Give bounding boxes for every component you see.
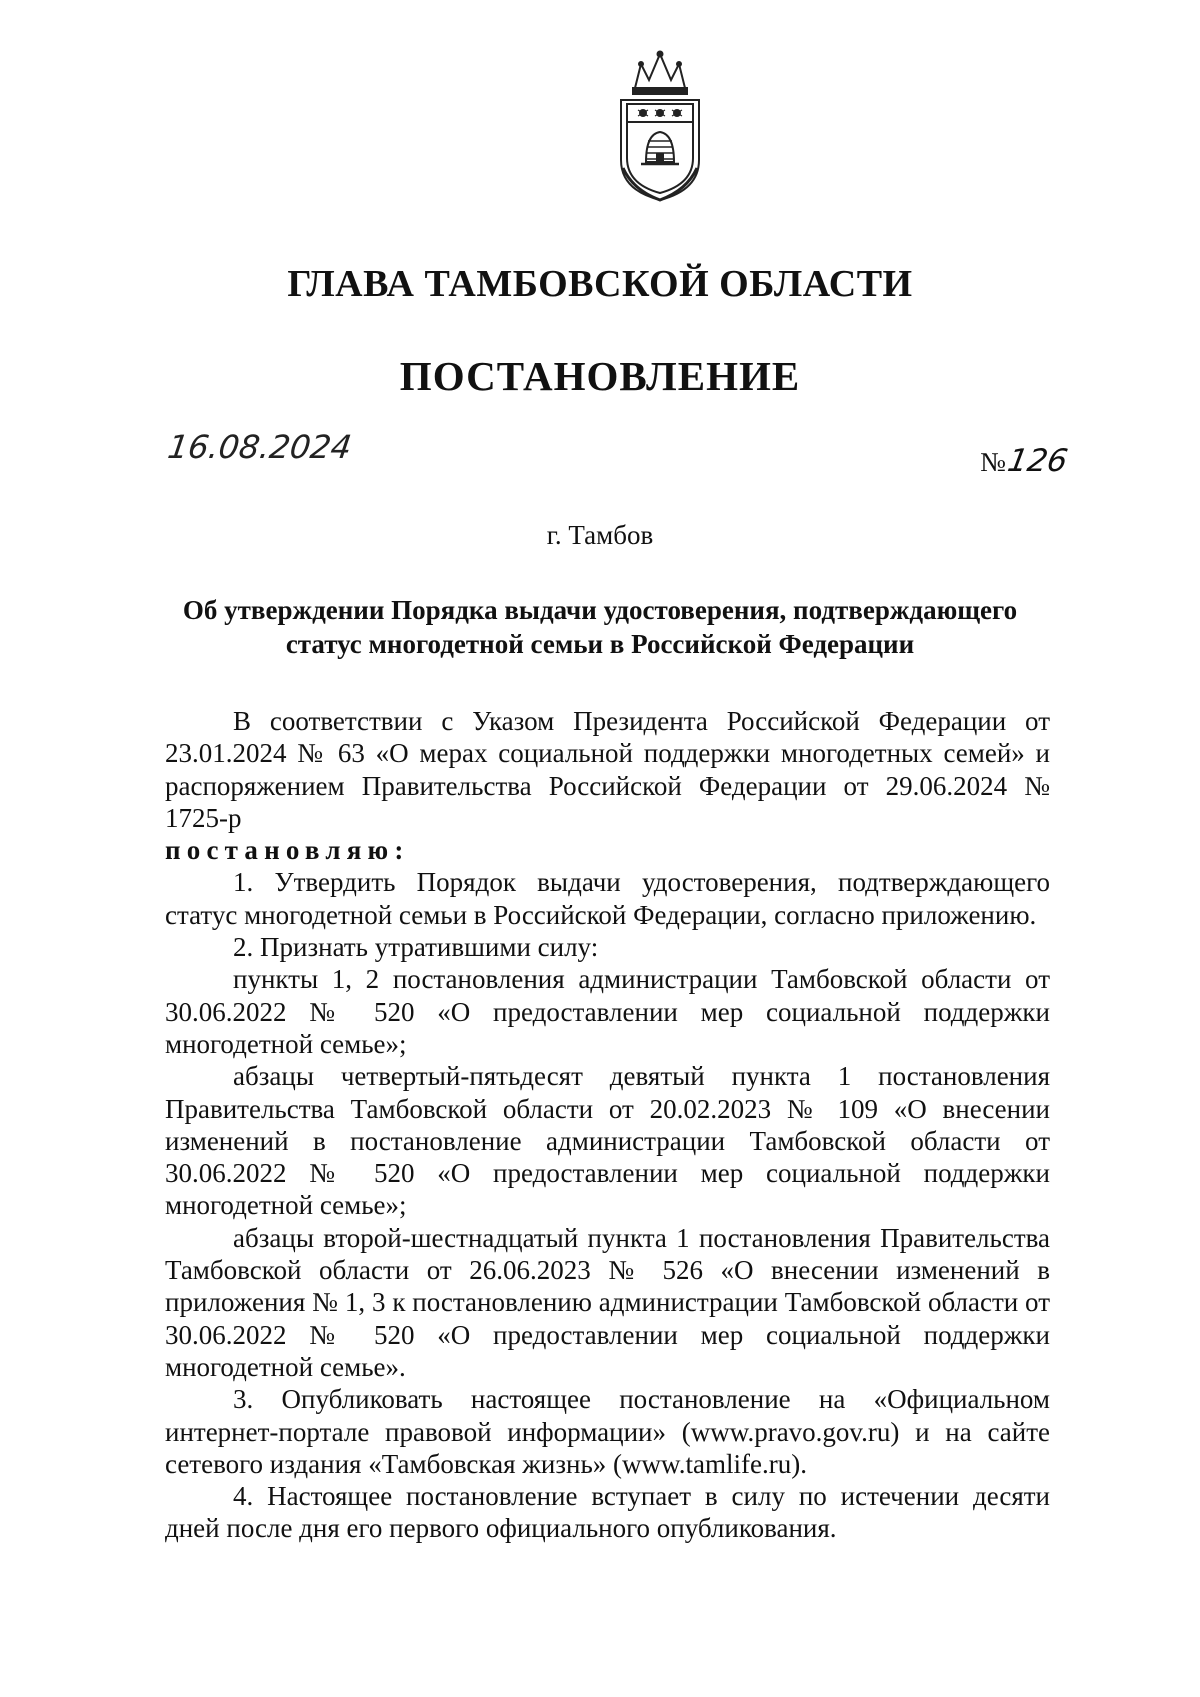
document-title: Об утверждении Порядка выдачи удостоверения, подтверждающего статус многодетной семьи в Российской Федерации — [182, 595, 1018, 659]
item-3-paragraph: 3. Опубликовать настоящее постановление на «Официальном интернет-портале правовой информации» (www.pravo.gov.ru) и на сайте сетевого издания «Тамбовская жизнь» (www.tamlife.ru). — [165, 1384, 1050, 1479]
item-2b-paragraph: абзацы четвертый-пятьдесят девятый пункта 1 постановления Правительства Тамбовской области от 20.02.2023 № 109 «О внесении изменений в постановление администрации Тамбовской области от 30.06.2022 № 520 «О предоставлении мер социальной поддержки многодетной семье»; — [165, 1061, 1050, 1221]
item-1-paragraph: 1. Утвердить Порядок выдачи удостоверения, подтверждающего статус многодетной семьи в Российской Федерации, согласно приложению. — [165, 867, 1050, 930]
city-of-issue: г. Тамбов — [546, 520, 654, 550]
document-number — [980, 443, 1071, 479]
document-date: 16.08.2024 — [165, 428, 354, 466]
item-2c-paragraph: абзацы второй-шестнадцатый пункта 1 постановления Правительства Тамбовской области от 26.06.2023 № 526 «О внесении изменений в приложения № 1, 3 к постановлению администрации Тамбовской области от 30.06.2022 № 520 «О предоставлении мер социальной поддержки многодетной семье». — [165, 1222, 1050, 1382]
number-sign: № — [980, 447, 1006, 477]
item-2-paragraph: 2. Признать утратившими силу: — [233, 932, 599, 963]
document-body — [165, 705, 1050, 1545]
coat-of-arms-icon — [613, 50, 707, 202]
item-2a-paragraph: пункты 1, 2 постановления администрации Тамбовской области от 30.06.2022 № 520 «О предоставлении мер социальной поддержки многодетной семье»; — [165, 964, 1050, 1059]
preamble-paragraph: В соответствии с Указом Президента Российской Федерации от 23.01.2024 № 63 «О мерах социальной поддержки многодетных семей» и распоряжением Правительства Российской Федерации от 29.06.2024 № 1725-р — [165, 706, 1050, 833]
resolve-word: постановляю: — [165, 835, 410, 866]
issuing-authority: ГЛАВА ТАМБОВСКОЙ ОБЛАСТИ — [287, 263, 913, 305]
document-type: ПОСТАНОВЛЕНИЕ — [399, 353, 801, 399]
number-value: 126 — [1004, 443, 1071, 479]
item-4-paragraph: 4. Настоящее постановление вступает в силу по истечении десяти дней после дня его первого официального опубликования. — [165, 1481, 1050, 1544]
